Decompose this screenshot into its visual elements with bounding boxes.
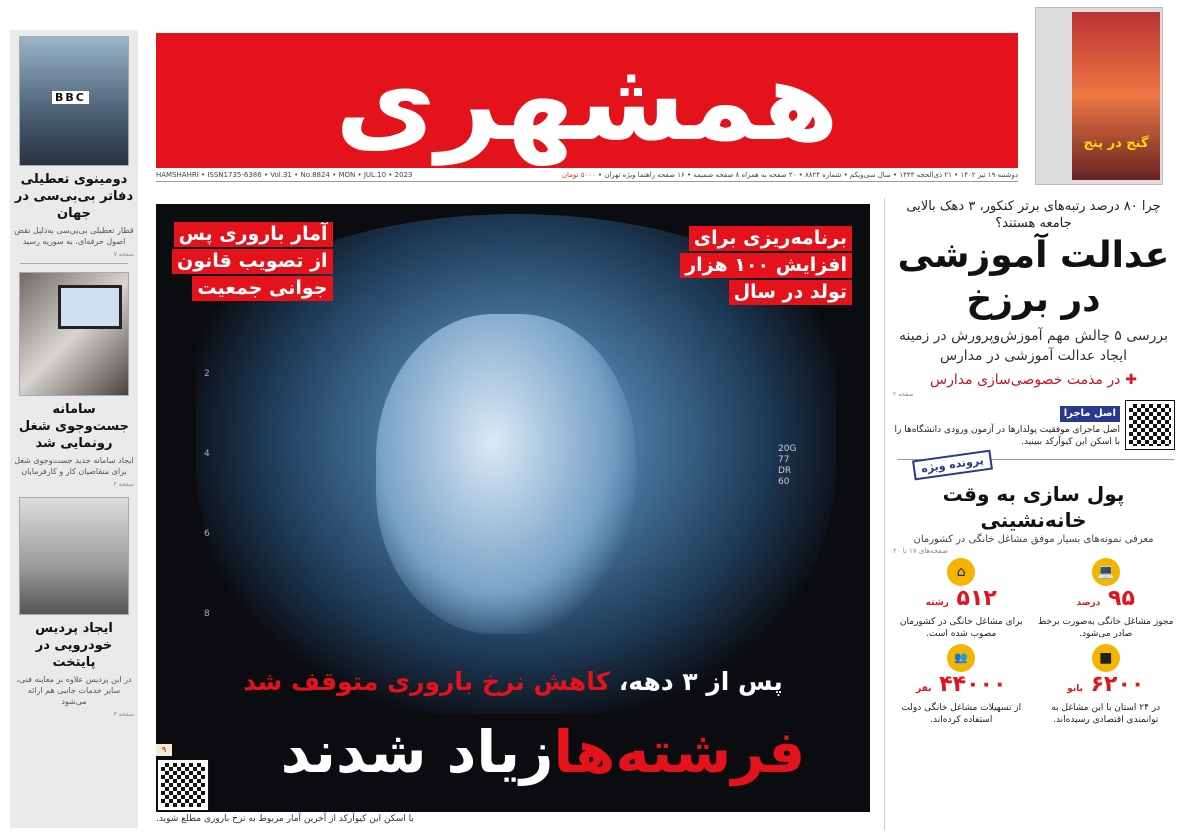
left-story-desc: ایجاد سامانه جدید جست‌وجوی شغل برای متقاضیان کار و کارفرمایان <box>14 456 134 476</box>
qr-caption: با اسکن این کیوآرکد از آخرین آمار مربوط به نرخ باروری مطلع شوید. <box>156 814 414 824</box>
kicker-red: کاهش نرخ باروری متوقف شد <box>243 667 611 696</box>
job-search-photo[interactable] <box>19 272 129 396</box>
hero-ultrasound-story[interactable] <box>156 204 870 812</box>
iran-map-icon: ■ <box>1092 644 1120 672</box>
stat-item <box>1038 644 1175 726</box>
persian-info: دوشنبه ۱۹ تیر ۱۴۰۲ • ۲۱ ذی‌الحجه ۱۴۴۴ • سال سی‌ویکم • شماره ۸۸۲۴ • ۲۰ صفحه به همراه ۸ صفحه ضمیمه • ۱۶ صفحه راهنما ویژه تهران • <box>597 171 1018 179</box>
persian-info-group <box>562 170 1018 181</box>
left-story-desc: قطار تعطیلی بی‌بی‌سی به‌دلیل نقض اصول حرفه‌ای، به سوریه رسید <box>14 226 134 246</box>
callout-left <box>172 222 333 301</box>
car-campus-photo[interactable] <box>19 497 129 615</box>
stat-value <box>926 586 997 616</box>
hamshahri-logo[interactable]: همشهری <box>156 33 1018 168</box>
stat-value <box>1067 672 1144 702</box>
stat-number: ۹۵ <box>1108 586 1135 611</box>
stat-item <box>1038 558 1175 640</box>
left-story <box>14 272 134 489</box>
bbc-building-photo[interactable] <box>19 36 129 166</box>
stat-unit: رشته <box>925 598 949 608</box>
related-story[interactable] <box>893 370 1174 390</box>
scan-scale <box>204 334 210 654</box>
fetus-image <box>376 314 636 634</box>
callout-line: برنامه‌ریزی برای <box>689 226 852 251</box>
monitor-graphic <box>58 285 122 329</box>
stat-number: ۶۲۰۰ <box>1090 672 1145 697</box>
special-file-stamp: پرونده ویژه <box>912 450 993 481</box>
supplement-thumbnail[interactable] <box>1035 7 1163 185</box>
callout-line: تولد در سال <box>729 280 852 305</box>
stats-grid <box>893 558 1174 726</box>
supplement-cover <box>1072 12 1160 180</box>
left-story-page: صفحه ۷ <box>113 251 134 258</box>
stat-text: مجوز مشاغل خانگی به‌صورت برخط صادر می‌شود. <box>1038 617 1174 639</box>
stat-number: ۵۱۲ <box>956 586 997 611</box>
scan-tick: 6 <box>204 529 210 539</box>
kicker-white: پس از ۳ دهه، <box>610 667 783 696</box>
scan-tick: 8 <box>204 609 210 619</box>
right-news-column <box>884 198 1178 830</box>
left-news-column <box>10 30 138 828</box>
stat-item <box>893 644 1030 726</box>
left-story <box>14 36 134 264</box>
page-number: ۹ <box>156 744 172 756</box>
education-subhead: بررسی ۵ چالش مهم آموزش‌وپرورش در زمینه ایجاد عدالت آموزشی در مدارس <box>899 328 1168 364</box>
related-page: صفحه ۲ <box>893 391 914 398</box>
stat-text: برای مشاغل خانگی در کشورمان مصوب شده است. <box>899 617 1023 639</box>
qr-code-icon[interactable] <box>158 760 208 810</box>
special-headline[interactable]: پول سازی به وقت خانه‌نشینی <box>942 482 1125 532</box>
left-story <box>14 497 134 719</box>
qr-code-icon[interactable] <box>1126 401 1174 449</box>
left-story-page: صفحه ۴ <box>113 481 134 488</box>
scan-readout-text: DR <box>778 466 792 476</box>
price: ۵۰۰۰ تومان <box>561 171 596 179</box>
special-file-header <box>893 453 1174 479</box>
stat-text: در ۲۴ استان با این مشاغل به توانمندی اقتصادی رسیده‌اند. <box>1051 703 1161 725</box>
asl-majara-text: اصل ماجرای موفقیت پولدارها در آزمون ورودی دانشگاه‌ها را با اسکن این کیوآرکد ببینید. <box>894 425 1120 447</box>
education-headline[interactable]: عدالت آموزشی در برزخ <box>897 235 1170 320</box>
left-story-title[interactable]: دومینوی تعطیلی دفاتر بی‌بی‌سی در جهان <box>14 172 134 221</box>
asl-majara-block <box>893 401 1174 449</box>
scan-readout-text: 77 <box>778 455 790 465</box>
stat-number: ۴۴۰۰۰ <box>939 672 1007 697</box>
stat-value <box>1077 586 1135 616</box>
masthead-info-strip <box>156 170 1018 182</box>
stat-text: از تسهیلات مشاغل خانگی دولت استفاده کرده‌اند. <box>901 703 1022 725</box>
qr-code-wrap <box>1126 401 1174 449</box>
hero-kicker <box>156 666 870 698</box>
left-story-desc: در این پردیس علاوه بر معاینه فنی، سایر خدمات جانبی هم ارائه می‌شود <box>16 675 132 706</box>
stat-unit: نفر <box>916 684 932 694</box>
left-story-page: صفحه ۳ <box>113 711 134 718</box>
headline-white: زیاد شدند <box>280 718 554 786</box>
stat-unit: درصد <box>1076 598 1101 608</box>
education-kicker: چرا ۸۰ درصد رتبه‌های برتر کنکور، ۳ دهک بالایی جامعه هستند؟ <box>906 199 1161 231</box>
bbc-sign: BBC <box>52 91 89 104</box>
left-story-title[interactable]: سامانه جست‌وجوی شغل رونمایی شد <box>18 402 130 451</box>
related-story-title: در مذمت خصوصی‌سازی مدارس <box>930 372 1121 388</box>
callout-line: جوانی جمعیت <box>192 276 332 301</box>
callout-right <box>680 226 852 305</box>
headline-red: فرشته‌ها <box>553 718 806 786</box>
asl-majara-badge: اصل ماجرا <box>1060 406 1120 422</box>
stat-unit: بانو <box>1067 684 1083 694</box>
callout-line: از تصویب قانون <box>172 249 333 274</box>
laptop-icon: 💻 <box>1092 558 1120 586</box>
house-icon: ⌂ <box>947 558 975 586</box>
latin-info: HAMSHAHRI • ISSN1735-6386 • Vol.31 • No.8824 • MON • JUL.10 • 2023 <box>156 171 413 179</box>
divider <box>20 263 128 264</box>
people-icon: 👥 <box>947 644 975 672</box>
left-story-title[interactable]: ایجاد پردیس خودرویی در پایتخت <box>35 621 113 670</box>
scan-readout-text: 60 <box>778 477 790 487</box>
scan-readout <box>778 444 796 488</box>
callout-line: افزایش ۱۰۰ هزار <box>680 253 852 278</box>
asl-majara-content <box>893 401 1120 448</box>
stat-item <box>893 558 1030 640</box>
special-pages: صفحه‌های ۱۷ تا ۲۰ <box>893 547 948 555</box>
stat-value <box>916 672 1006 702</box>
scan-tick: 4 <box>204 449 210 459</box>
supplement-title: گنج در پنج <box>1083 136 1149 151</box>
special-subhead: معرفی نمونه‌های بسیار موفق مشاغل خانگی در کشورمان <box>913 534 1154 545</box>
hero-headline[interactable] <box>216 712 870 792</box>
callout-line: آمار باروری پس <box>174 222 333 247</box>
scan-tick: 2 <box>204 369 210 379</box>
plus-icon: ✚ <box>1120 372 1137 388</box>
scan-readout-text: 20G <box>778 444 797 454</box>
